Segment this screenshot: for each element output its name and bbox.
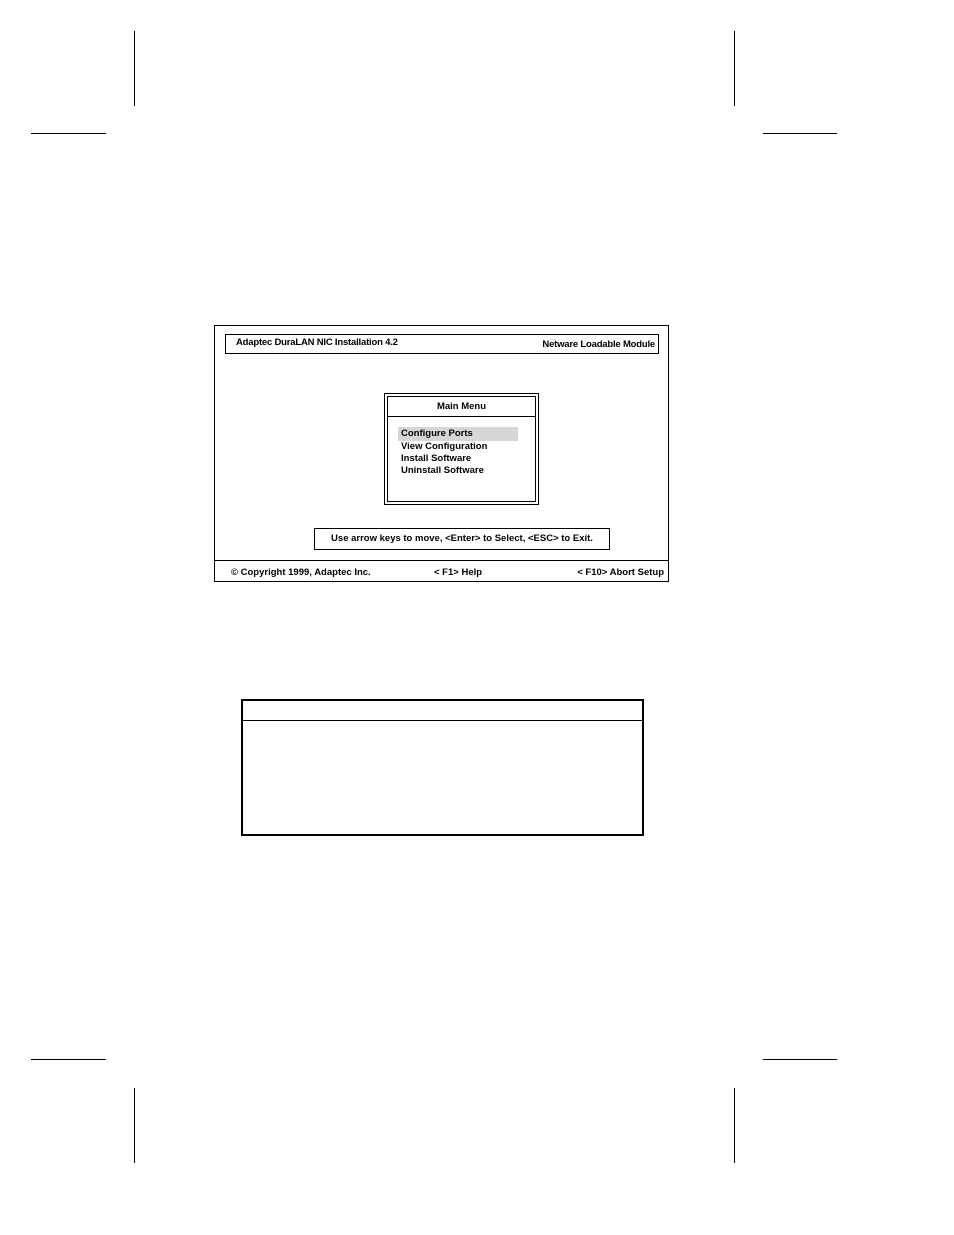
module-label: Netware Loadable Module [542, 339, 655, 350]
empty-table [241, 699, 644, 836]
status-bar [215, 560, 668, 582]
copyright-text: © Copyright 1999, Adaptec Inc. [231, 567, 371, 578]
table-header-row [243, 701, 642, 721]
menu-item-uninstall-software[interactable]: Uninstall Software [401, 465, 484, 476]
menu-list [398, 427, 518, 477]
menu-item-install-software[interactable]: Install Software [401, 453, 472, 464]
crop-mark [31, 133, 106, 134]
crop-mark [763, 1059, 837, 1060]
title-bar [225, 334, 659, 354]
crop-mark [734, 31, 735, 106]
crop-mark [763, 133, 837, 134]
crop-mark [134, 1088, 135, 1163]
app-title: Adaptec DuraLAN NIC Installation 4.2 [236, 337, 398, 348]
main-menu-frame [387, 396, 536, 502]
crop-mark [134, 31, 135, 106]
abort-key-hint[interactable]: < F10> Abort Setup [577, 567, 664, 578]
installer-screen [214, 325, 669, 582]
help-key-hint[interactable]: < F1> Help [434, 567, 483, 578]
crop-mark [31, 1059, 106, 1060]
key-hint: Use arrow keys to move, <Enter> to Select, <ESC> to Exit. [314, 528, 610, 550]
menu-title: Main Menu [388, 397, 535, 417]
crop-mark [734, 1088, 735, 1163]
menu-item-configure-ports[interactable]: Configure Ports [398, 427, 518, 441]
menu-item-view-configuration[interactable]: View Configuration [401, 441, 488, 452]
main-menu [384, 393, 539, 505]
